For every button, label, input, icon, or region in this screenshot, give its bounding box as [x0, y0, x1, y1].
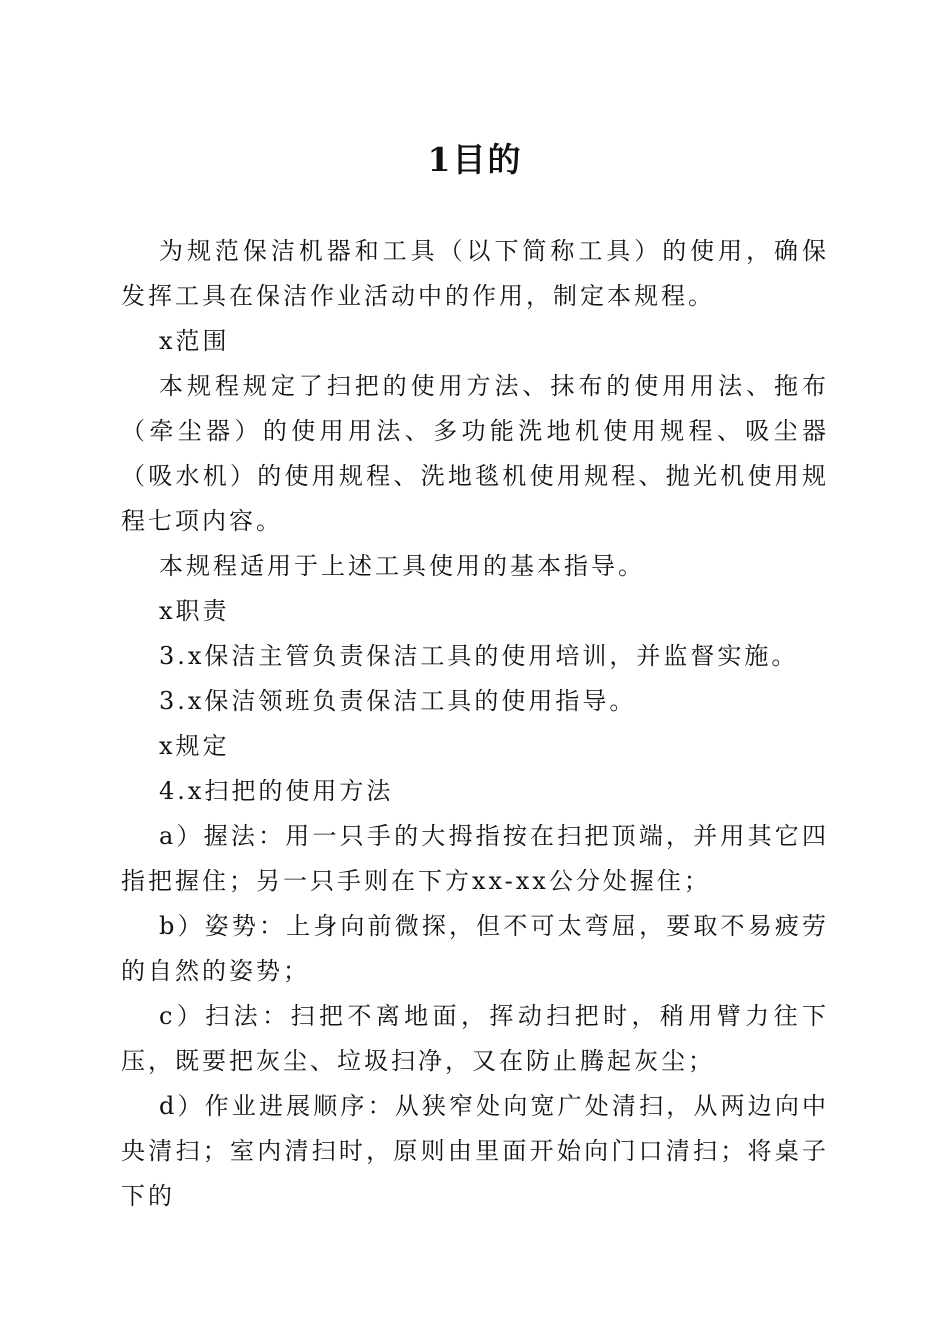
paragraph-foreman-duty: 3.x保洁领班负责保洁工具的使用指导。 — [159, 687, 637, 715]
page-title: 1目的 — [427, 140, 523, 179]
paragraph-applicability: 本规程适用于上述工具使用的基本指导。 — [159, 552, 645, 580]
heading-responsibilities: x职责 — [159, 597, 230, 625]
heading-broom-usage: 4.x扫把的使用方法 — [159, 777, 394, 805]
paragraph-supervisor-duty: 3.x保洁主管负责保洁工具的使用培训，并监督实施。 — [159, 642, 799, 670]
paragraph-broom-order: d）作业进展顺序：从狭窄处向宽广处清扫，从两边向中央清扫；室内清扫时，原则由里面开始向门口清扫；将桌子下的 — [121, 1092, 829, 1210]
paragraph-broom-grip: a）握法：用一只手的大拇指按在扫把顶端，并用其它四指把握住；另一只手则在下方xx-xx公分处握住； — [121, 822, 829, 895]
heading-regulations: x规定 — [159, 732, 230, 760]
paragraph-scope: 本规程规定了扫把的使用方法、抹布的使用用法、拖布（牵尘器）的使用用法、多功能洗地机使用规程、吸尘器（吸水机）的使用规程、洗地毯机使用规程、抛光机使用规程七项内容。 — [121, 372, 829, 535]
paragraph-purpose: 为规范保洁机器和工具（以下简称工具）的使用，确保发挥工具在保洁作业活动中的作用，制定本规程。 — [121, 237, 829, 310]
paragraph-broom-sweeping: c）扫法：扫把不离地面，挥动扫把时，稍用臂力往下压，既要把灰尘、垃圾扫净，又在防止腾起灰尘； — [121, 1002, 829, 1075]
paragraph-broom-posture: b）姿势：上身向前微探，但不可太弯屈，要取不易疲劳的自然的姿势； — [121, 912, 829, 985]
document-body — [121, 229, 829, 1219]
heading-scope: x范围 — [159, 327, 230, 355]
